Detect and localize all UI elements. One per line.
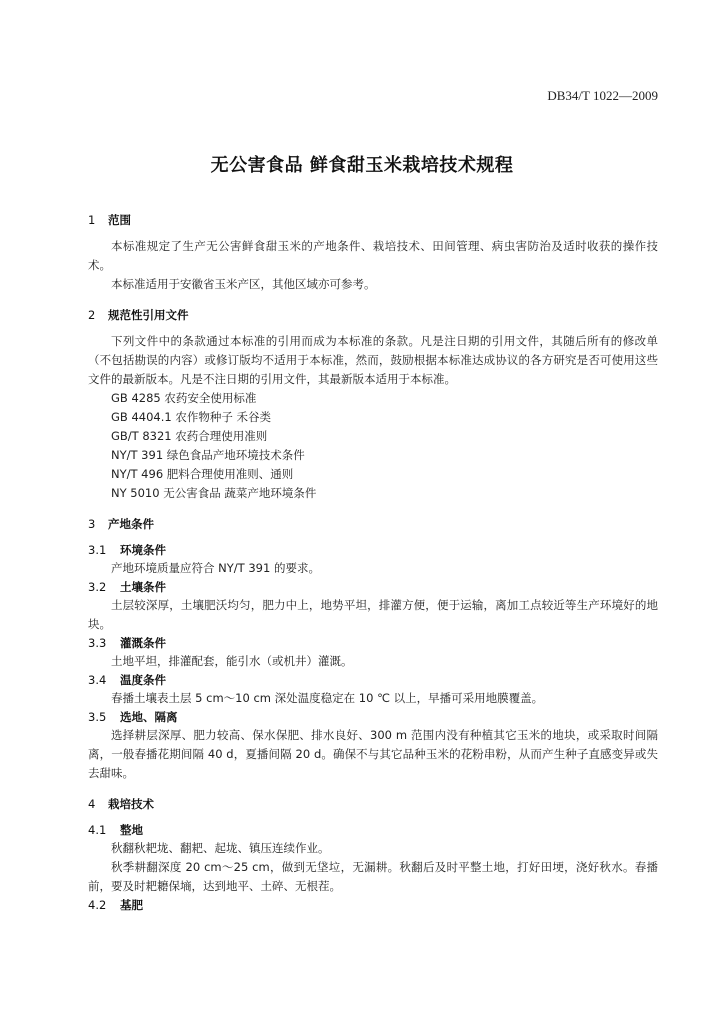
standard-code: DB34/T 1022—2009 [547,88,658,103]
subsection-number: 3.2 [88,580,107,594]
section-number: 2 [88,308,96,322]
reference-item: NY/T 496 肥料合理使用准则、通则 [111,467,294,481]
paragraph: 本标准适用于安徽省玉米产区，其他区域亦可参考。 [111,277,376,291]
section-number: 3 [88,517,96,531]
section-title: 产地条件 [108,517,154,531]
reference-item: NY 5010 无公害食品 蔬菜产地环境条件 [111,486,317,500]
paragraph: 秋季耕翻深度 20 cm～25 cm，做到无垡垃，无漏耕。秋翻后及时平整土地，打好田埂，浇好秋水。春播前，要及时耙耱保墒，达到地平、土碎、无根茬。 [88,860,658,893]
subsection-heading [88,671,658,689]
subsection-heading [88,896,658,914]
section-title: 范围 [108,213,131,227]
reference-item: GB 4285 农药安全使用标准 [111,391,257,405]
reference-item: GB 4404.1 农作物种子 禾谷类 [111,410,272,424]
paragraph: 产地环境质量应符合 NY/T 391 的要求。 [111,561,320,575]
document-title: 无公害食品 鲜食甜玉米栽培技术规程 [210,155,514,176]
subsection-heading [88,708,658,726]
paragraph: 本标准规定了生产无公害鲜食甜玉米的产地条件、栽培技术、田间管理、病虫害防治及适时收获的操作技术。 [88,239,658,272]
document-body [88,211,658,914]
section-title: 栽培技术 [108,797,154,811]
paragraph: 选择耕层深厚、肥力较高、保水保肥、排水良好、300 m 范围内没有种植其它玉米的地块，或采取时间隔离，一般春播花期间隔 40 d，夏播间隔 20 d。确保不与其它品种玉米的花粉串粉，从而产生种子直感变异或失去甜味。 [88,728,658,780]
subsection-title: 温度条件 [120,673,166,687]
reference-item: GB/T 8321 农药合理使用准则 [111,429,268,443]
subsection-title: 灌溉条件 [120,636,166,650]
paragraph: 土层较深厚，土壤肥沃均匀，肥力中上，地势平坦，排灌方便，便于运输，离加工点较近等生产环境好的地块。 [88,598,658,631]
subsection-heading [88,634,658,652]
subsection-number: 3.1 [88,543,107,557]
paragraph: 下列文件中的条款通过本标准的引用而成为本标准的条款。凡是注日期的引用文件，其随后所有的修改单（不包括勘误的内容）或修订版均不适用于本标准，然而，鼓励根据本标准达成协议的各方研究是否可使用这些文件的最新版本。凡是不注日期的引用文件，其最新版本适用于本标准。 [88,334,658,386]
subsection-heading [88,821,658,839]
paragraph: 春播土壤表土层 5 cm～10 cm 深处温度稳定在 10 ℃ 以上，早播可采用地膜覆盖。 [111,691,544,705]
paragraph: 秋翻秋耙垅、翻耙、起垅、镇压连续作业。 [111,841,330,855]
section-number: 4 [88,797,96,811]
subsection-heading [88,578,658,596]
section-heading [88,795,658,813]
subsection-title: 环境条件 [120,543,166,557]
subsection-title: 基肥 [120,898,143,912]
subsection-title: 整地 [120,823,143,837]
reference-item: NY/T 391 绿色食品产地环境技术条件 [111,448,305,462]
section-heading [88,211,658,229]
section-heading [88,515,658,533]
subsection-number: 4.1 [88,823,107,837]
paragraph: 土地平坦，排灌配套，能引水（或机井）灌溉。 [111,654,353,668]
subsection-number: 3.3 [88,636,107,650]
subsection-title: 选地、隔离 [120,710,178,724]
subsection-title: 土壤条件 [120,580,166,594]
section-heading [88,306,658,324]
subsection-number: 3.4 [88,673,107,687]
subsection-heading [88,541,658,559]
subsection-number: 4.2 [88,898,107,912]
section-number: 1 [88,213,96,227]
section-title: 规范性引用文件 [108,308,189,322]
subsection-number: 3.5 [88,710,107,724]
